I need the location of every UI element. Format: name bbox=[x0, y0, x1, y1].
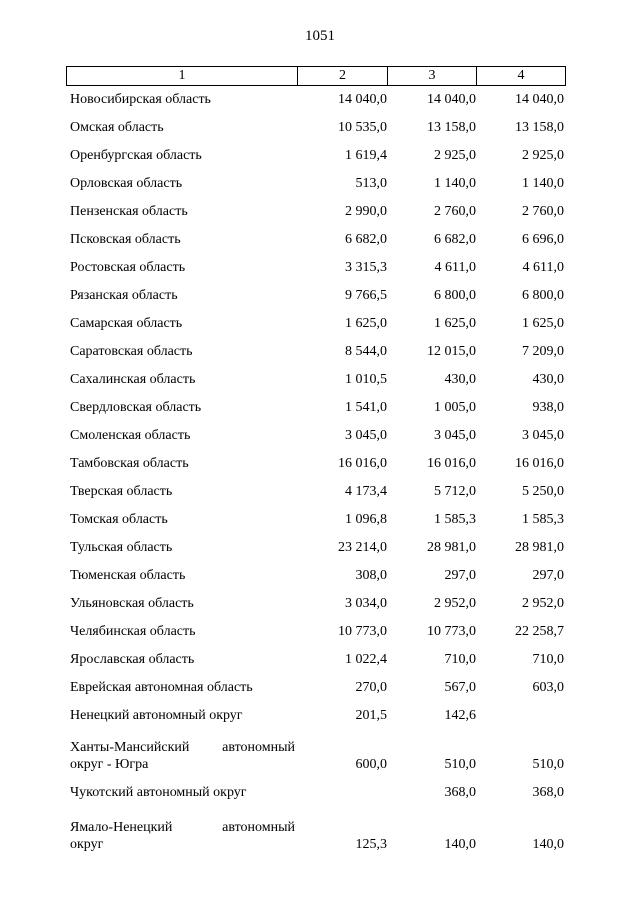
table-row bbox=[66, 506, 566, 534]
table-row bbox=[66, 282, 566, 310]
value-col-4: 22 258,7 bbox=[515, 624, 564, 639]
value-col-2 bbox=[295, 801, 387, 807]
value-col-4: 603,0 bbox=[532, 680, 564, 695]
value-col-4: 140,0 bbox=[532, 837, 564, 852]
value-col-2: 2 990,0 bbox=[345, 204, 387, 219]
value-col-2: 1 625,0 bbox=[345, 316, 387, 331]
value-col-2: 6 682,0 bbox=[345, 232, 387, 247]
value-col-3: 13 158,0 bbox=[427, 120, 476, 135]
region-name: Орловская область bbox=[70, 176, 183, 191]
region-name: Тверская область bbox=[70, 484, 173, 499]
table-row bbox=[66, 478, 566, 506]
region-name: Новосибирская область bbox=[70, 92, 211, 107]
value-col-2: 10 535,0 bbox=[338, 120, 387, 135]
value-col-3: 6 800,0 bbox=[434, 288, 476, 303]
region-name: Смоленская область bbox=[70, 428, 191, 443]
value-col-4: 6 696,0 bbox=[522, 232, 564, 247]
table-row bbox=[66, 674, 566, 702]
region-name: Сахалинская область bbox=[70, 372, 196, 387]
value-col-2: 9 766,5 bbox=[345, 288, 387, 303]
header-col-1: 1 bbox=[67, 67, 298, 85]
value-col-4: 7 209,0 bbox=[522, 344, 564, 359]
table-row bbox=[66, 338, 566, 366]
table-row bbox=[66, 170, 566, 198]
value-col-4 bbox=[476, 724, 564, 730]
value-col-4: 2 952,0 bbox=[522, 596, 564, 611]
header-col-4: 4 bbox=[517, 68, 525, 83]
value-col-3: 16 016,0 bbox=[427, 456, 476, 471]
region-name: Псковская область bbox=[70, 232, 181, 247]
region-name: Саратовская область bbox=[70, 344, 193, 359]
value-col-2: 125,3 bbox=[355, 837, 387, 852]
value-col-2: 16 016,0 bbox=[338, 456, 387, 471]
region-name: Оренбургская область bbox=[70, 148, 202, 163]
value-col-4: 430,0 bbox=[532, 372, 564, 387]
value-col-2: 23 214,0 bbox=[338, 540, 387, 555]
region-name: Рязанская область bbox=[70, 288, 178, 303]
table-row bbox=[66, 114, 566, 142]
value-col-4: 2 925,0 bbox=[522, 148, 564, 163]
table-row bbox=[66, 394, 566, 422]
value-col-3: 2 925,0 bbox=[434, 148, 476, 163]
value-col-2: 10 773,0 bbox=[338, 624, 387, 639]
table-row bbox=[66, 730, 566, 779]
region-name: Ярославская область bbox=[70, 652, 195, 667]
value-col-2: 201,5 bbox=[355, 708, 387, 723]
region-name: Ненецкий автономный округ bbox=[70, 708, 243, 723]
page-number: 1051 bbox=[305, 28, 335, 44]
table-row bbox=[66, 450, 566, 478]
table-row bbox=[66, 534, 566, 562]
value-col-3: 297,0 bbox=[444, 568, 476, 583]
value-col-3: 5 712,0 bbox=[434, 484, 476, 499]
value-col-2: 1 096,8 bbox=[345, 512, 387, 527]
table-row bbox=[66, 422, 566, 450]
table-header bbox=[66, 66, 566, 86]
region-name-line-2: округ - Югра bbox=[70, 757, 149, 772]
value-col-3: 14 040,0 bbox=[427, 92, 476, 107]
region-name: Ростовская область bbox=[70, 260, 186, 275]
value-col-2: 3 045,0 bbox=[345, 428, 387, 443]
table-row bbox=[66, 226, 566, 254]
table-body bbox=[66, 86, 566, 859]
region-name: Томская область bbox=[70, 512, 168, 527]
table-row bbox=[66, 779, 566, 807]
value-col-2: 14 040,0 bbox=[338, 92, 387, 107]
value-col-4: 14 040,0 bbox=[515, 92, 564, 107]
table-row bbox=[66, 86, 566, 114]
value-col-3: 368,0 bbox=[444, 785, 476, 800]
value-col-3: 6 682,0 bbox=[434, 232, 476, 247]
region-name: Свердловская область bbox=[70, 400, 202, 415]
region-name bbox=[66, 819, 295, 859]
value-col-4: 368,0 bbox=[532, 785, 564, 800]
value-col-4: 13 158,0 bbox=[515, 120, 564, 135]
region-name: Тамбовская область bbox=[70, 456, 189, 471]
value-col-3: 3 045,0 bbox=[434, 428, 476, 443]
value-col-2: 1 022,4 bbox=[345, 652, 387, 667]
value-col-4: 5 250,0 bbox=[522, 484, 564, 499]
region-name bbox=[66, 739, 295, 779]
header-col-2: 2 bbox=[298, 67, 388, 85]
region-name: Омская область bbox=[70, 120, 164, 135]
table-row bbox=[66, 646, 566, 674]
table-row bbox=[66, 366, 566, 394]
region-name-line-1: Ямало-Ненецкий автономный bbox=[70, 820, 295, 835]
value-col-4: 16 016,0 bbox=[515, 456, 564, 471]
value-col-4: 510,0 bbox=[532, 757, 564, 772]
region-name: Челябинская область bbox=[70, 624, 196, 639]
value-col-2: 3 034,0 bbox=[345, 596, 387, 611]
value-col-4: 2 760,0 bbox=[522, 204, 564, 219]
table-row bbox=[66, 618, 566, 646]
value-col-3: 142,6 bbox=[444, 708, 476, 723]
value-col-4: 938,0 bbox=[532, 400, 564, 415]
table-row bbox=[66, 562, 566, 590]
table-row bbox=[66, 142, 566, 170]
value-col-2: 513,0 bbox=[355, 176, 387, 191]
value-col-3: 567,0 bbox=[444, 680, 476, 695]
table-row bbox=[66, 590, 566, 618]
header-col-3: 3 bbox=[388, 67, 477, 85]
value-col-2: 8 544,0 bbox=[345, 344, 387, 359]
value-col-2: 600,0 bbox=[355, 757, 387, 772]
value-col-2: 1 010,5 bbox=[345, 372, 387, 387]
table-row bbox=[66, 807, 566, 859]
value-col-2: 1 619,4 bbox=[345, 148, 387, 163]
region-name: Пензенская область bbox=[70, 204, 188, 219]
value-col-3: 1 005,0 bbox=[434, 400, 476, 415]
value-col-2: 1 541,0 bbox=[345, 400, 387, 415]
region-name-line-1: Ханты-Мансийский автономный bbox=[70, 740, 295, 755]
value-col-4: 3 045,0 bbox=[522, 428, 564, 443]
region-name: Самарская область bbox=[70, 316, 183, 331]
value-col-4: 1 625,0 bbox=[522, 316, 564, 331]
value-col-3: 710,0 bbox=[444, 652, 476, 667]
value-col-2: 270,0 bbox=[355, 680, 387, 695]
value-col-3: 10 773,0 bbox=[427, 624, 476, 639]
value-col-3: 4 611,0 bbox=[434, 260, 476, 275]
value-col-4: 297,0 bbox=[532, 568, 564, 583]
value-col-3: 12 015,0 bbox=[427, 344, 476, 359]
region-name: Тульская область bbox=[70, 540, 173, 555]
value-col-3: 140,0 bbox=[444, 837, 476, 852]
table-row bbox=[66, 198, 566, 226]
region-name: Ульяновская область bbox=[70, 596, 194, 611]
region-name: Тюменская область bbox=[70, 568, 186, 583]
value-col-4: 4 611,0 bbox=[522, 260, 564, 275]
value-col-3: 28 981,0 bbox=[427, 540, 476, 555]
table-row bbox=[66, 702, 566, 730]
value-col-4: 28 981,0 bbox=[515, 540, 564, 555]
table-row bbox=[66, 310, 566, 338]
value-col-2: 3 315,3 bbox=[345, 260, 387, 275]
value-col-3: 1 625,0 bbox=[434, 316, 476, 331]
value-col-4: 6 800,0 bbox=[522, 288, 564, 303]
value-col-3: 430,0 bbox=[444, 372, 476, 387]
region-name: Еврейская автономная область bbox=[70, 680, 253, 695]
value-col-2: 308,0 bbox=[355, 568, 387, 583]
value-col-3: 510,0 bbox=[444, 757, 476, 772]
value-col-4: 710,0 bbox=[532, 652, 564, 667]
value-col-4: 1 140,0 bbox=[522, 176, 564, 191]
value-col-3: 2 760,0 bbox=[434, 204, 476, 219]
region-name-line-2: округ bbox=[70, 837, 104, 852]
value-col-3: 1 140,0 bbox=[434, 176, 476, 191]
table-row bbox=[66, 254, 566, 282]
value-col-3: 1 585,3 bbox=[434, 512, 476, 527]
region-name: Чукотский автономный округ bbox=[70, 785, 247, 800]
value-col-2: 4 173,4 bbox=[345, 484, 387, 499]
value-col-4: 1 585,3 bbox=[522, 512, 564, 527]
value-col-3: 2 952,0 bbox=[434, 596, 476, 611]
